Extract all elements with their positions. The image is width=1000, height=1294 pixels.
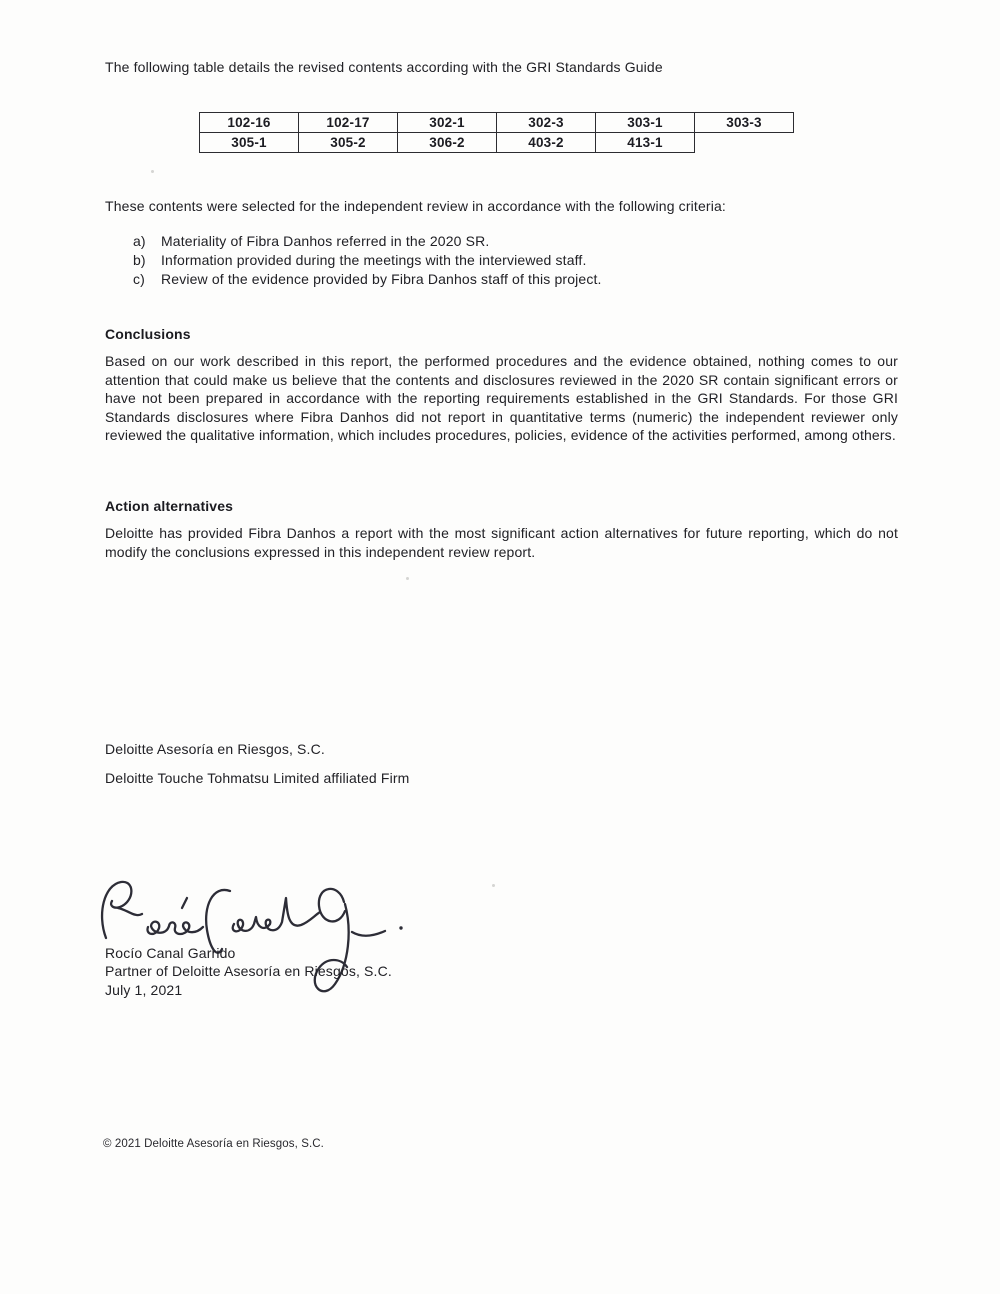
gri-contents-table — [199, 112, 794, 153]
conclusions-heading: Conclusions — [105, 326, 191, 342]
intro-paragraph: The following table details the revised contents according with the GRI Standards Guide — [105, 59, 663, 75]
list-item — [133, 270, 833, 289]
scan-speck — [151, 170, 154, 173]
list-item-label: a) — [133, 233, 146, 249]
table-row — [200, 113, 794, 133]
table-cell: 413-1 — [596, 133, 695, 153]
list-item-text: Materiality of Fibra Danhos referred in the 2020 SR. — [161, 233, 490, 249]
firm-name: Deloitte Asesoría en Riesgos, S.C. — [105, 741, 325, 757]
table-empty-cell — [695, 133, 794, 153]
table-cell: 102-17 — [299, 113, 398, 133]
table-cell: 306-2 — [398, 133, 497, 153]
gri-table-wrapper — [199, 112, 794, 153]
firm-block — [105, 740, 705, 797]
list-item-label: c) — [133, 271, 145, 288]
scan-speck — [492, 884, 495, 887]
table-cell: 303-3 — [695, 113, 794, 133]
signatory-title: Partner of Deloitte Asesoría en Riesgos, S.C. — [105, 963, 392, 980]
criteria-list — [133, 232, 833, 289]
firm-affiliation: Deloitte Touche Tohmatsu Limited affiliated Firm — [105, 769, 410, 786]
table-row — [200, 133, 794, 153]
signatory-block — [105, 944, 555, 999]
table-cell: 403-2 — [497, 133, 596, 153]
list-item-text: Review of the evidence provided by Fibra Danhos staff of this project. — [161, 271, 602, 288]
table-cell: 302-3 — [497, 113, 596, 133]
list-item-label: b) — [133, 252, 146, 269]
action-alternatives-heading: Action alternatives — [105, 498, 234, 514]
signatory-date: July 1, 2021 — [105, 981, 183, 998]
table-cell: 305-2 — [299, 133, 398, 153]
action-alternatives-paragraph: Deloitte has provided Fibra Danhos a report with the most significant action alternatives for future reporting, which do not modify the conclusions expressed in this independent review report. — [105, 525, 898, 560]
list-item-text: Information provided during the meetings with the interviewed staff. — [161, 252, 587, 269]
table-cell: 305-1 — [200, 133, 299, 153]
list-item — [133, 251, 833, 270]
criteria-intro: These contents were selected for the independent review in accordance with the following criteria: — [105, 198, 726, 214]
signatory-name: Rocío Canal Garrido — [105, 945, 236, 961]
conclusions-paragraph: Based on our work described in this report, the performed procedures and the evidence obtained, nothing comes to our attention that could make us believe that the contents and disclosures reviewed in the 2020 SR contain significant errors or have not been prepared in accordance with the reporting requirements established in the GRI Standards. For those GRI Standards disclosures where Fibra Danhos did not report in quantitative terms (numeric) the independent reviewer only reviewed the qualitative information, which includes procedures, policies, evidence of the activities performed, among others. — [105, 353, 898, 444]
scan-speck — [406, 577, 409, 580]
table-cell: 302-1 — [398, 113, 497, 133]
footer-copyright: © 2021 Deloitte Asesoría en Riesgos, S.C. — [103, 1138, 324, 1150]
table-cell: 102-16 — [200, 113, 299, 133]
table-cell: 303-1 — [596, 113, 695, 133]
list-item — [133, 232, 833, 251]
